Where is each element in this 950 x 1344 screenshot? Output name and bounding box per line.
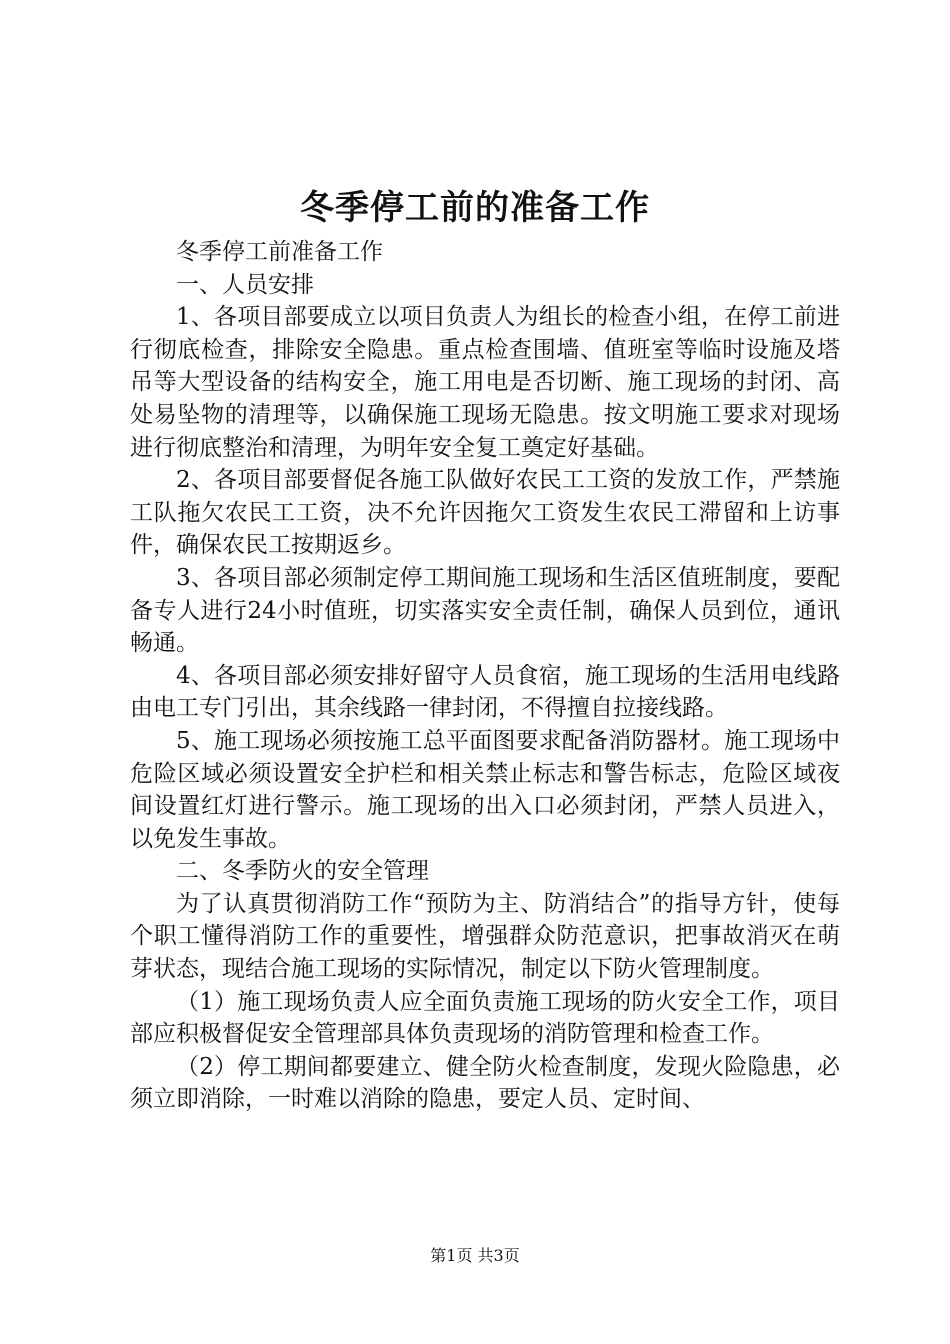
paragraph-item-4: 4、各项目部必须安排好留守人员食宿，施工现场的生活用电线路由电工专门引出，其余线路一律封闭，不得擅自拉接线路。 xyxy=(130,662,840,722)
paragraph-item-3: 3、各项目部必须制定停工期间施工现场和生活区值班制度，要配备专人进行24小时值班，切实落实安全责任制，确保人员到位，通讯畅通。 xyxy=(130,564,840,657)
paragraph-item-1: 1、各项目部要成立以项目负责人为组长的检查小组，在停工前进行彻底检查，排除安全隐患。重点检查围墙、值班室等临时设施及塔吊等大型设备的结构安全，施工用电是否切断、施工现场的封闭、高处易坠物的清理等，以确保施工现场无隐患。按文明施工要求对现场进行彻底整治和清理，为明年安全复工奠定好基础。 xyxy=(130,304,840,461)
document-title: 冬季停工前的准备工作 xyxy=(300,188,650,228)
paragraph-fire-item-1: （1）施工现场负责人应全面负责施工现场的防火安全工作，项目部应积极督促安全管理部具体负责现场的消防管理和检查工作。 xyxy=(130,988,840,1048)
document-body xyxy=(130,236,840,1116)
paragraph-item-5: 5、施工现场必须按施工总平面图要求配备消防器材。施工现场中危险区域必须设置安全护栏和相关禁止标志和警告标志，危险区域夜间设置红灯进行警示。施工现场的出入口必须封闭，严禁人员进入，以免发生事故。 xyxy=(130,727,840,852)
paragraph-fire-intro: 为了认真贯彻消防工作“预防为主、防消结合”的指导方针，使每个职工懂得消防工作的重要性，增强群众防范意识，把事故消灭在萌芽状态，现结合施工现场的实际情况，制定以下防火管理制度。 xyxy=(130,890,840,983)
paragraph-item-2: 2、各项目部要督促各施工队做好农民工工资的发放工作，严禁施工队拖欠农民工工资，决不允许因拖欠工资发生农民工滞留和上访事件，确保农民工按期返乡。 xyxy=(130,467,840,559)
paragraph-subtitle: 冬季停工前准备工作 xyxy=(176,239,383,265)
section-heading-personnel: 一、人员安排 xyxy=(176,271,314,298)
page-footer: 第1页 共3页 xyxy=(430,1246,520,1265)
section-heading-fire-safety: 二、冬季防火的安全管理 xyxy=(176,858,429,885)
paragraph-fire-item-2: （2）停工期间都要建立、健全防火检查制度，发现火险隐患，必须立即消除，一时难以消除的隐患，要定人员、定时间、 xyxy=(130,1053,840,1113)
